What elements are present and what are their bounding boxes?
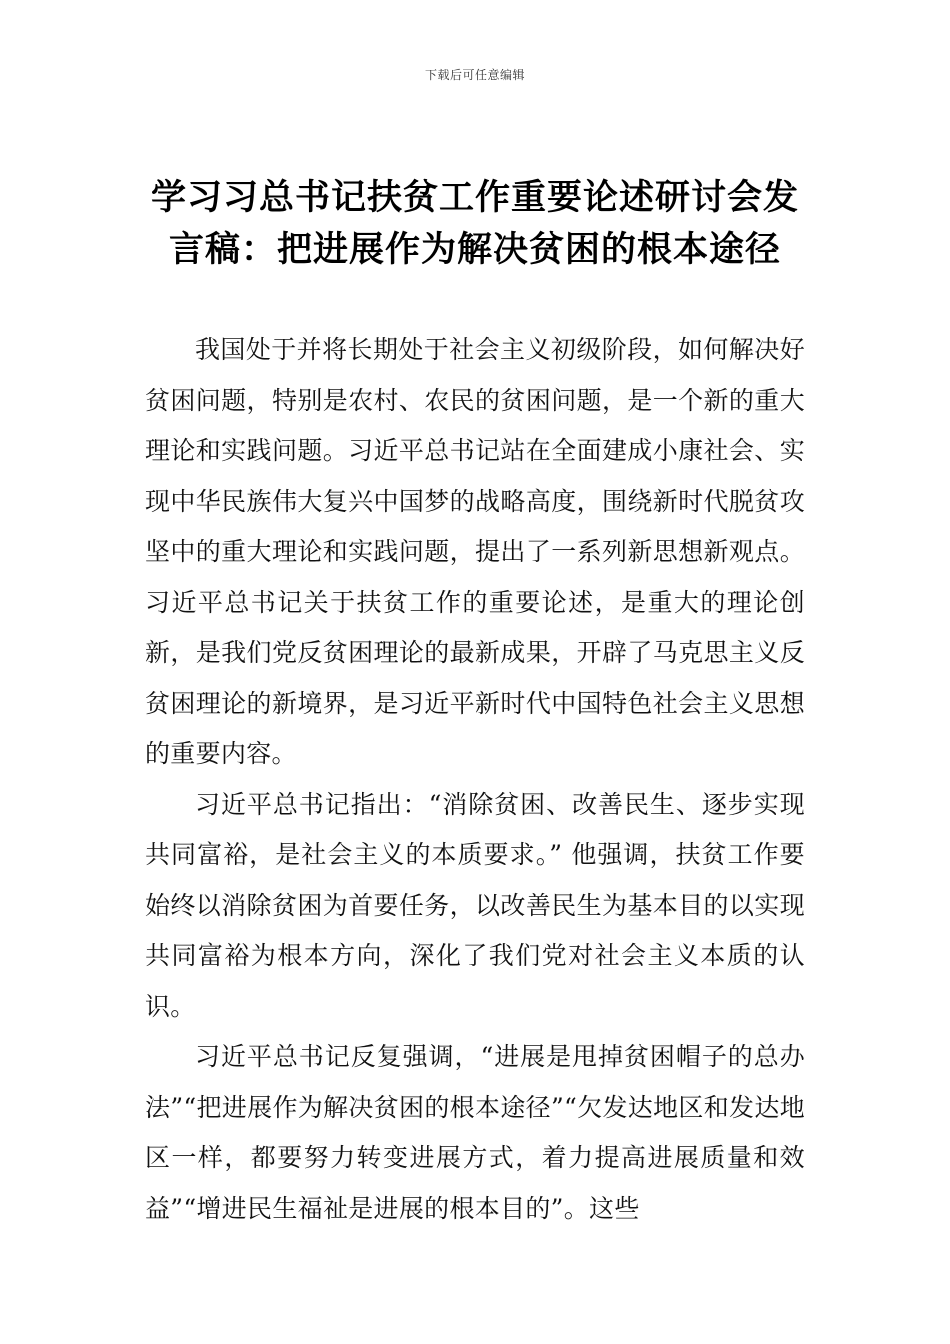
document-title: 学习习总书记扶贫工作重要论述研讨会发言稿：把进展作为解决贫困的根本途径 [150, 177, 799, 270]
document-body [145, 325, 805, 1234]
header-note: 下载后可任意编辑 [424, 68, 525, 82]
paragraph-1: 我国处于并将长期处于社会主义初级阶段，如何解决好贫困问题，特别是农村、农民的贫困问题，是一个新的重大理论和实践问题。习近平总书记站在全面建成小康社会、实现中华民族伟大复兴中国梦的战略高度，围绕新时代脱贫攻坚中的重大理论和实践问题，提出了一系列新思想新观点。习近平总书记关于扶贫工作的重要论述，是重大的理论创新，是我们党反贫困理论的最新成果，开辟了马克思主义反贫困理论的新境界，是习近平新时代中国特色社会主义思想的重要内容。 [145, 335, 805, 768]
paragraph-2: 习近平总书记指出：“消除贫困、改善民生、逐步实现共同富裕，是社会主义的本质要求。” 他强调，扶贫工作要始终以消除贫困为首要任务，以改善民生为基本目的以实现共同富裕为根本方向，深化了我们党对社会主义本质的认识。 [145, 789, 805, 1021]
paragraph-3: 习近平总书记反复强调，“进展是甩掉贫困帽子的总办法”“把进展作为解决贫困的根本途径”“欠发达地区和发达地区一样，都要努力转变进展方式，着力提高进展质量和效益”“增进民生福祉是进展的根本目的”。这些 [145, 1042, 805, 1223]
